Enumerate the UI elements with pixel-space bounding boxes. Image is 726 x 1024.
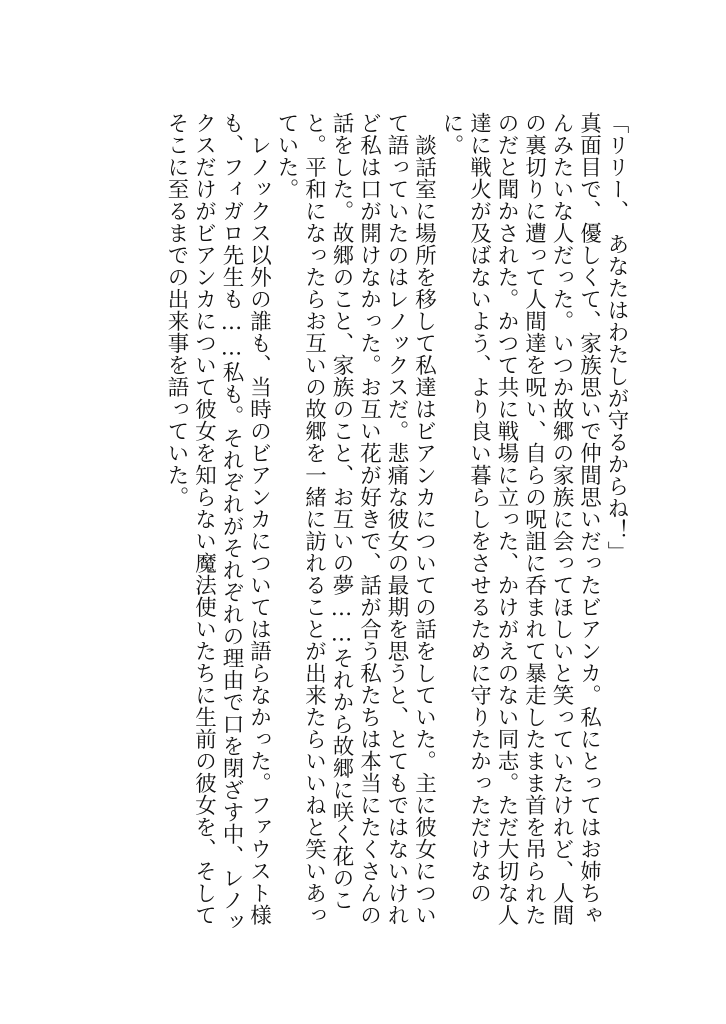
paragraph-1: 真面目で、優しくて、家族思いで仲間思いだったビアンカ。私にとってはお姉ちゃんみたいな人だった。いつか故郷の家族に会ってほしいと笑っていたけれど、人間の裏切りに遭って人間達を呪い、自らの呪詛に呑まれて暴走したまま首を吊られたのだと聞かされた。かつて共に戦場に立った、かけがえのない同志。ただ大切な人達に戦火が及ばないよう、より良い暮らしをさせるために守りたかっただけなのに。 (439, 112, 602, 926)
paragraph-3: レノックス以外の誰も、当時のビアンカについては語らなかった。ファウスト様も、フィガロ先生も……私も。それぞれがそれぞれの理由で口を閉ざす中、レノックスだけがビアンカについて彼女を知らない魔法使いたちに生前の彼女を、そしてそこに至るまでの出来事を語っていた。 (164, 112, 272, 933)
vertical-text-body (110, 112, 630, 942)
dialogue-line: 「リリー、 あなたはわたしが守るからね！」 (604, 112, 629, 564)
paragraph-2: 談話室に場所を移して私達はビアンカについての話をしていた。主に彼女について語っていたのはレノックスだ。悲痛な彼女の最期を思うと、とてもではないけれど私は口が開けなかった。お互い花が好きで、話が合う私たちは本当にたくさんの話をした。故郷のこと、家族のこと、お互いの夢……それから故郷に咲く花のこと。平和になったらお互いの故郷を一緒に訪れることが出来たらいいねと笑いあっていた。 (274, 112, 437, 926)
